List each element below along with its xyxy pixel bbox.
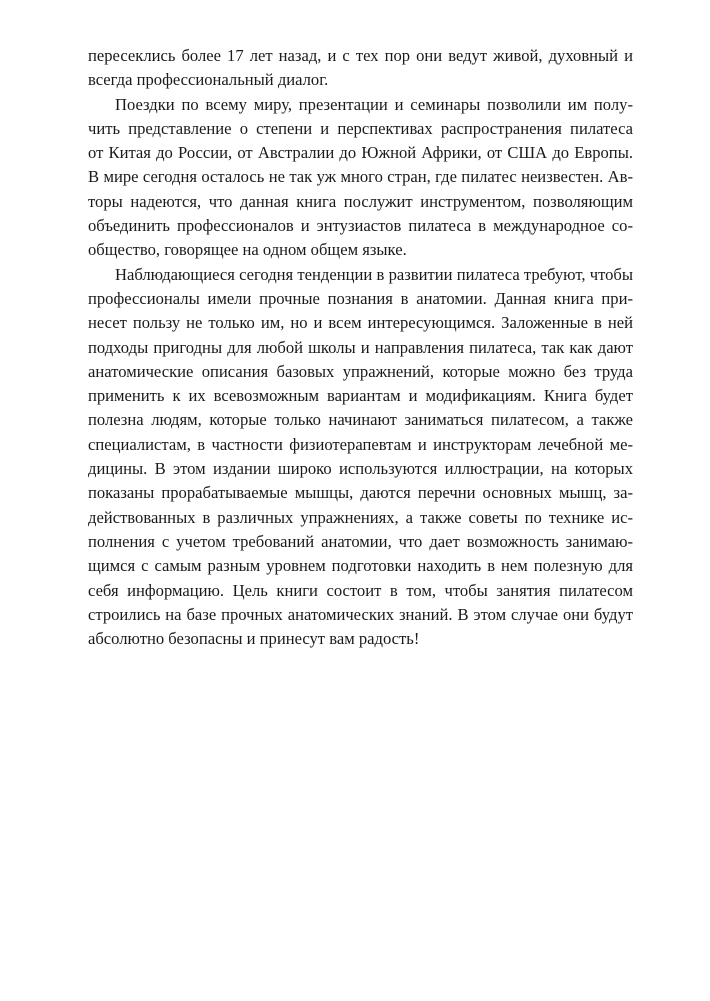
- text-line: Наблюдающиеся сегодня тенденции в развитии пилатеса требуют, чтобы: [115, 264, 633, 284]
- page-body: [88, 44, 633, 651]
- text-line: анатомические описания базовых упражнений, которые можно без труда: [88, 361, 633, 381]
- text-line: В мире сегодня осталось не так уж много стран, где пилатес неизвестен. Ав-: [88, 167, 633, 187]
- text-line: подходы пригодны для любой школы и направления пилатеса, так как дают: [88, 337, 633, 357]
- text-line: действованных в различных упражнениях, а также советы по технике ис-: [88, 507, 633, 527]
- text-line: себя информацию. Цель книги состоит в том, чтобы занятия пилатесом: [88, 580, 633, 600]
- text-line: дицины. В этом издании широко используются иллюстрации, на которых: [88, 459, 633, 479]
- text-line: всегда профессиональный диалог.: [88, 70, 329, 90]
- text-line: от Китая до России, от Австралии до Южной Африки, от США до Европы.: [88, 143, 633, 163]
- text-line: строились на базе прочных анатомических знаний. В этом случае они будут: [88, 604, 633, 624]
- text-line: полезна людям, которые только начинают заниматься пилатесом, а также: [88, 410, 633, 430]
- text-line: пересеклись более 17 лет назад, и с тех пор они ведут живой, духовный и: [88, 46, 633, 65]
- text-line: объединить профессионалов и энтузиастов пилатеса в международное со-: [88, 216, 633, 236]
- paragraph-2: [88, 93, 633, 263]
- text-line: торы надеются, что данная книга послужит инструментом, позволяющим: [88, 191, 633, 211]
- text-line: Поездки по всему миру, презентации и семинары позволили им полу-: [115, 94, 633, 114]
- text-line: чить представление о степени и перспективах распространения пилатеса: [88, 118, 633, 138]
- text-line: специалистам, в частности физиотерапевтам и инструкторам лечебной ме-: [88, 434, 633, 454]
- paragraph-1: [88, 44, 633, 93]
- text-line: применить к их всевозможным вариантам и модификациям. Книга будет: [88, 386, 633, 406]
- text-line: абсолютно безопасны и принесут вам радость!: [88, 629, 420, 649]
- text-line: полнения с учетом требований анатомии, что дает возможность занимаю-: [88, 531, 633, 551]
- paragraph-3: [88, 263, 633, 652]
- text-line: профессионалы имели прочные познания в анатомии. Данная книга при-: [88, 288, 633, 308]
- text-line: несет пользу не только им, но и всем интересующимся. Заложенные в ней: [88, 313, 633, 333]
- text-line: общество, говорящее на одном общем языке.: [88, 240, 407, 260]
- text-line: щимся с самым разным уровнем подготовки находить в нем полезную для: [88, 556, 633, 576]
- text-line: показаны прорабатываемые мышцы, даются перечни основных мышц, за-: [88, 483, 633, 503]
